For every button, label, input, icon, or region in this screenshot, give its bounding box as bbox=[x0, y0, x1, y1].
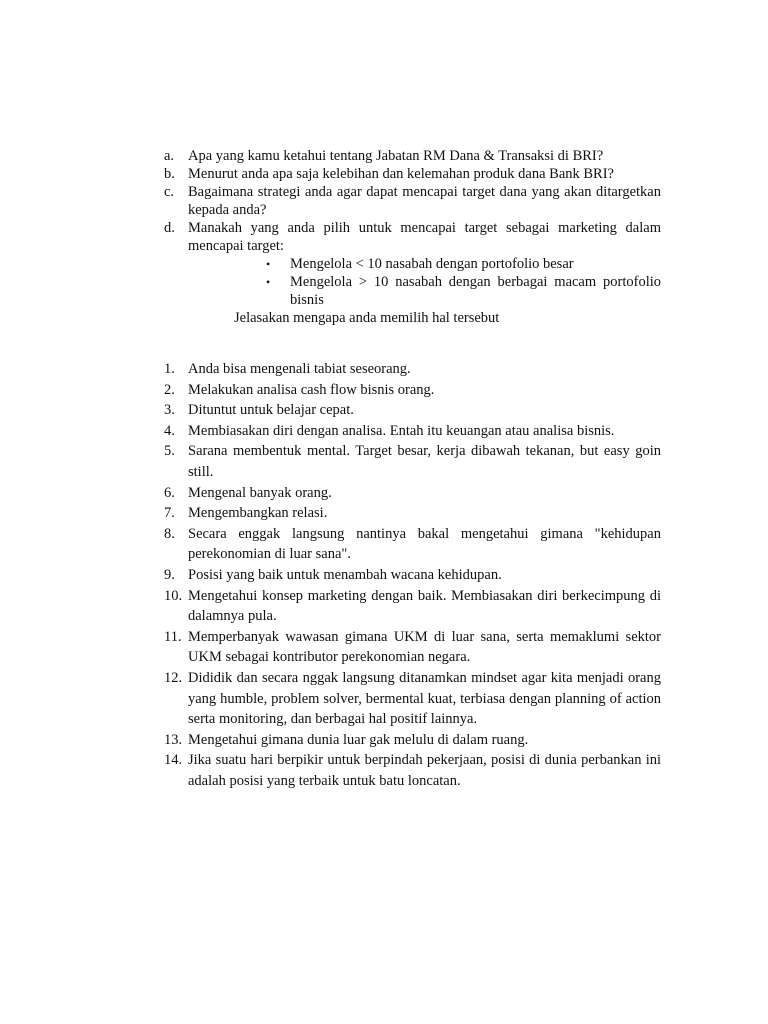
answer-item bbox=[164, 730, 661, 751]
answer-list bbox=[164, 359, 661, 791]
answer-item bbox=[164, 441, 661, 482]
answer-text: Mengetahui gimana dunia luar gak melulu di dalam ruang. bbox=[188, 731, 529, 748]
option-item bbox=[266, 255, 661, 273]
answer-item bbox=[164, 627, 661, 668]
answer-text: Mengetahui konsep marketing dengan baik. Membiasakan diri berkecimpung di dalamnya pula. bbox=[188, 587, 661, 625]
question-marker: b. bbox=[164, 166, 175, 182]
answer-item bbox=[164, 359, 661, 380]
answer-text: Jika suatu hari berpikir untuk berpindah pekerjaan, posisi di dunia perbankan ini adalah posisi yang terbaik untuk batu loncatan. bbox=[188, 752, 661, 789]
question-item bbox=[164, 147, 661, 165]
answer-marker: 1. bbox=[164, 361, 175, 377]
answer-text: Memperbanyak wawasan gimana UKM di luar sana, serta memaklumi sektor UKM sebagai kontributor perekonomian negara. bbox=[188, 628, 661, 666]
answer-marker: 5. bbox=[164, 443, 175, 460]
answer-text: Sarana membentuk mental. Target besar, kerja dibawah tekanan, but easy goin still. bbox=[188, 443, 661, 480]
answer-text: Dituntut untuk belajar cepat. bbox=[188, 402, 354, 419]
answer-marker: 6. bbox=[164, 484, 175, 501]
answer-text: Melakukan analisa cash flow bisnis orang. bbox=[188, 381, 435, 398]
question-item bbox=[164, 183, 661, 219]
question-marker: d. bbox=[164, 220, 175, 236]
answer-item bbox=[164, 421, 661, 442]
answer-text: Posisi yang baik untuk menambah wacana kehidupan. bbox=[188, 566, 502, 583]
question-text: Manakah yang anda pilih untuk mencapai target sebagai marketing dalam mencapai target: bbox=[188, 220, 661, 254]
answer-marker: 10. bbox=[164, 587, 183, 604]
answer-marker: 9. bbox=[164, 566, 175, 583]
question-item bbox=[164, 219, 661, 255]
question-item bbox=[164, 165, 661, 183]
answer-item bbox=[164, 750, 661, 791]
answer-item bbox=[164, 380, 661, 401]
bullet-icon: • bbox=[266, 275, 271, 289]
answer-marker: 13. bbox=[164, 731, 183, 748]
answer-marker: 4. bbox=[164, 422, 175, 439]
answer-marker: 2. bbox=[164, 381, 175, 398]
answer-item bbox=[164, 586, 661, 627]
answer-text: Mengenal banyak orang. bbox=[188, 484, 332, 501]
answer-item bbox=[164, 400, 661, 421]
question-marker: c. bbox=[164, 184, 175, 200]
instruction-note: Jelasakan mengapa anda memilih hal tersebut bbox=[234, 310, 500, 326]
answer-item bbox=[164, 503, 661, 524]
answer-text: Anda bisa mengenali tabiat seseorang. bbox=[188, 361, 411, 377]
answer-marker: 11. bbox=[164, 628, 182, 645]
question-list bbox=[164, 147, 661, 327]
answer-marker: 12. bbox=[164, 669, 183, 686]
option-item bbox=[266, 273, 661, 309]
question-text: Bagaimana strategi anda agar dapat mencapai target dana yang akan ditargetkan kepada anda? bbox=[188, 184, 661, 218]
answer-item bbox=[164, 524, 661, 565]
answer-text: Mengembangkan relasi. bbox=[188, 505, 328, 522]
answer-marker: 7. bbox=[164, 505, 175, 522]
answer-item bbox=[164, 668, 661, 730]
question-text: Menurut anda apa saja kelebihan dan kelemahan produk dana Bank BRI? bbox=[188, 166, 614, 182]
answer-text: Membiasakan diri dengan analisa. Entah itu keuangan atau analisa bisnis. bbox=[188, 422, 615, 439]
answer-item bbox=[164, 565, 661, 586]
option-text: Mengelola < 10 nasabah dengan portofolio besar bbox=[290, 256, 574, 272]
answer-marker: 14. bbox=[164, 752, 183, 769]
option-text: Mengelola > 10 nasabah dengan berbagai macam portofolio bisnis bbox=[290, 274, 661, 308]
answer-marker: 8. bbox=[164, 525, 175, 542]
answer-marker: 3. bbox=[164, 402, 175, 419]
answer-item bbox=[164, 483, 661, 504]
answer-text: Secara enggak langsung nantinya bakal mengetahui gimana "kehidupan perekonomian di luar sana". bbox=[188, 525, 661, 563]
question-marker: a. bbox=[164, 148, 175, 164]
bullet-icon: • bbox=[266, 257, 271, 271]
question-text: Apa yang kamu ketahui tentang Jabatan RM Dana & Transaksi di BRI? bbox=[188, 148, 604, 164]
answer-text: Dididik dan secara nggak langsung ditanamkan mindset agar kita menjadi orang yang humble, problem solver, bermental kuat, terbiasa dengan planning of action serta monitoring, dan berbagai hal positif lainnya. bbox=[188, 669, 661, 728]
